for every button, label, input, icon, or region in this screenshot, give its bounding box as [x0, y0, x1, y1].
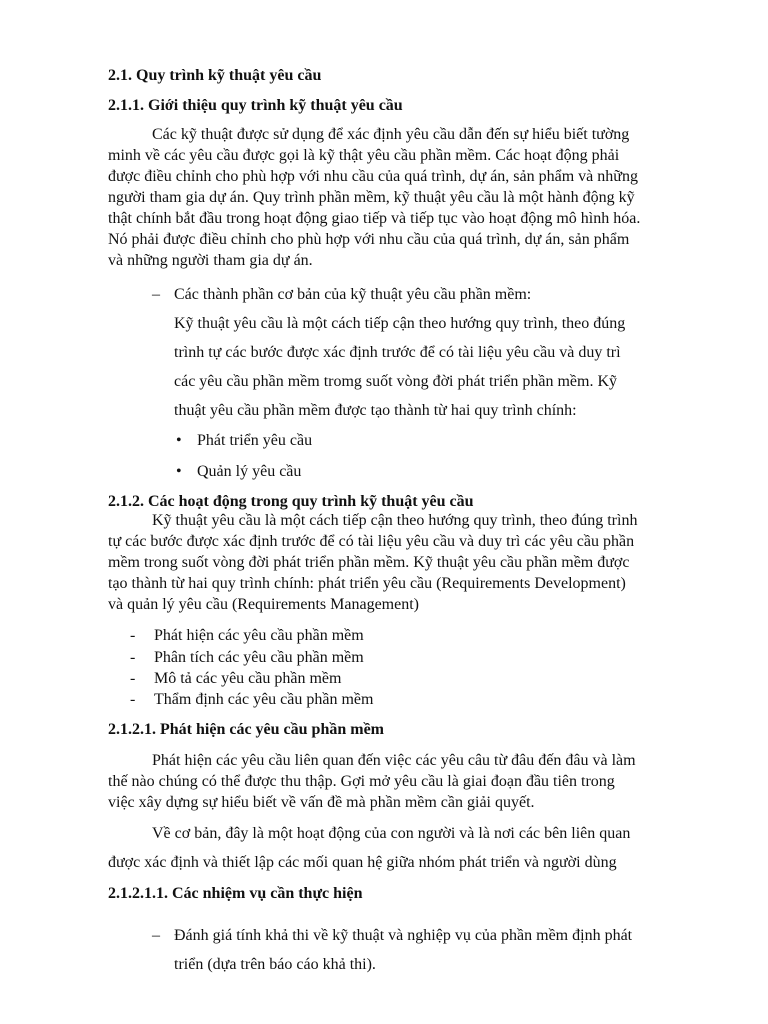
hyphen-marker: -	[130, 627, 136, 644]
paragraph-2-line: mềm trong suốt vòng đời phát triển phần mềm. Kỹ thuật yêu cầu phần mềm được	[108, 554, 630, 571]
paragraph-3-line: Phát hiện các yêu cầu liên quan đến việc các yêu câu từ đâu đến đâu và làm	[152, 752, 636, 769]
components-text-line: trình tự các bước được xác định trước để có tài liệu yêu cầu và duy trì	[174, 344, 621, 361]
bullet-marker: •	[176, 463, 182, 480]
paragraph-1-line: Các kỹ thuật được sử dụng để xác định yêu cầu dẫn đến sự hiểu biết tường	[152, 126, 630, 143]
components-text-line: thuật yêu cầu phần mềm được tạo thành từ hai quy trình chính:	[174, 402, 577, 419]
paragraph-1-line: thật chính bắt đầu trong hoạt động giao tiếp và tiếp tục vào hoạt động mô hình hóa.	[108, 210, 641, 227]
hyphen-marker: -	[130, 691, 136, 708]
dash-marker: –	[152, 927, 160, 944]
paragraph-1-line: người tham gia dự án. Quy trình phần mềm, kỹ thuật yêu cầu là một hành động kỹ	[108, 189, 635, 206]
activity-item: Phát hiện các yêu cầu phần mềm	[154, 627, 364, 644]
paragraph-2-line: tạo thành từ hai quy trình chính: phát triển yêu cầu (Requirements Development)	[108, 575, 626, 592]
paragraph-1-line: minh về các yêu cầu được gọi là kỹ thật yêu cầu phần mềm. Các hoạt động phải	[108, 147, 620, 164]
paragraph-3-line: việc xây dựng sự hiểu biết về vấn đề mà phần mềm cần giải quyết.	[108, 794, 535, 811]
components-item: Các thành phần cơ bản của kỹ thuật yêu cầu phần mềm:	[174, 286, 532, 303]
task-item-line: Đánh giá tính khả thi về kỹ thuật và nghiệp vụ của phần mềm định phát	[174, 927, 633, 944]
paragraph-1-line: được điều chỉnh cho phù hợp với nhu cầu của quá trình, dự án, sản phẩm và những	[108, 168, 638, 185]
activity-item: Mô tả các yêu cầu phần mềm	[154, 670, 342, 687]
bullet-marker: •	[176, 432, 182, 449]
bullet-item: Quản lý yêu cầu	[197, 463, 302, 480]
paragraph-3-line: thế nào chúng có thể được thu thập. Gợi mở yêu cầu là giai đoạn đầu tiên trong	[108, 773, 615, 790]
components-text-line: Kỹ thuật yêu cầu là một cách tiếp cận theo hướng quy trình, theo đúng	[174, 315, 626, 332]
paragraph-4-line: được xác định và thiết lập các mối quan hệ giữa nhóm phát triển và người dùng	[108, 854, 617, 871]
activity-item: Phân tích các yêu cầu phần mềm	[154, 649, 364, 666]
paragraph-2-line: tự các bước được xác định trước để có tài liệu yêu cầu và duy trì các yêu cầu phần	[108, 533, 635, 550]
paragraph-2-line: và quản lý yêu cầu (Requirements Management)	[108, 596, 419, 613]
paragraph-4-line: Về cơ bản, đây là một hoạt động của con người và là nơi các bên liên quan	[152, 825, 631, 842]
heading-2-1-1: 2.1.1. Giới thiệu quy trình kỹ thuật yêu cầu	[108, 97, 403, 114]
heading-2-1-2: 2.1.2. Các hoạt động trong quy trình kỹ thuật yêu cầu	[108, 493, 474, 510]
heading-2-1-2-1-1: 2.1.2.1.1. Các nhiệm vụ cần thực hiện	[108, 885, 363, 902]
task-item-line: triển (dựa trên báo cáo khả thi).	[174, 956, 376, 973]
hyphen-marker: -	[130, 670, 136, 687]
heading-2-1-2-1: 2.1.2.1. Phát hiện các yêu cầu phần mềm	[108, 721, 384, 738]
hyphen-marker: -	[130, 649, 136, 666]
bullet-item: Phát triển yêu cầu	[197, 432, 313, 449]
paragraph-2-line: Kỹ thuật yêu cầu là một cách tiếp cận theo hướng quy trình, theo đúng trình	[152, 512, 638, 529]
paragraph-1-line: Nó phải được điều chỉnh cho phù hợp với nhu cầu của quá trình, dự án, sản phẩm	[108, 231, 630, 248]
activity-item: Thẩm định các yêu cầu phần mềm	[154, 691, 374, 708]
components-text-line: các yêu cầu phần mềm tromg suốt vòng đời phát triển phần mềm. Kỹ	[174, 373, 618, 390]
dash-marker: –	[152, 286, 160, 303]
heading-2-1: 2.1. Quy trình kỹ thuật yêu cầu	[108, 67, 322, 84]
paragraph-1-line: và những người tham gia dự án.	[108, 252, 313, 269]
